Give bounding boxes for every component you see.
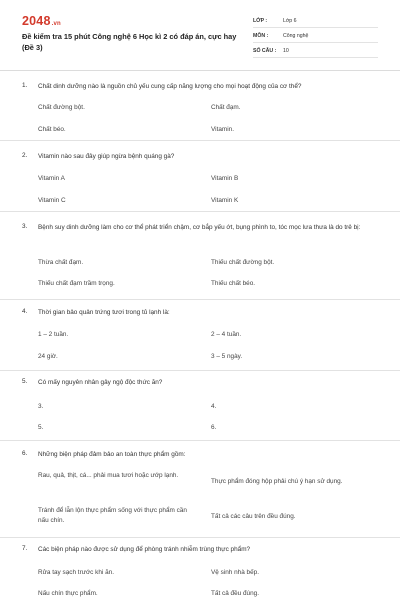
meta-row-subject [253,29,378,43]
answer-option[interactable]: Chất đường bột. [38,104,85,111]
question-divider [0,140,400,141]
meta-row-count [253,44,378,58]
question-divider [0,370,400,371]
question-text: Có mấy nguyên nhân gây ngộ độc thức ăn? [38,379,163,386]
question-number: 3. [22,223,28,230]
answer-option[interactable]: Thiếu chất béo. [211,280,256,287]
meta-key: SỐ CÂU : [253,47,277,54]
answer-option[interactable]: Rửa tay sạch trước khi ăn. [38,569,114,576]
answer-option[interactable]: Tránh để lẫn lộn thực phẩm sống với thực phẩm cần nấu chín. [38,507,187,524]
answer-option[interactable]: 4. [211,403,217,410]
answer-option[interactable]: Tất cả đều đúng. [211,590,259,597]
answer-option[interactable]: Vitamin C [38,197,66,204]
meta-key: MÔN : [253,32,269,39]
answer-option[interactable]: Chất đạm. [211,104,241,111]
answer-option[interactable]: 5. [38,424,44,431]
answer-option[interactable]: Nấu chín thực phẩm. [38,590,98,597]
logo-text: 2048 [22,14,51,28]
question-text: Thời gian bảo quản trứng tươi trong tủ lạnh là: [38,309,170,316]
question-number: 5. [22,378,28,385]
answer-option[interactable]: 24 giờ. [38,353,58,360]
question-text: Những biện pháp đảm bảo an toàn thực phẩm gồm: [38,451,186,458]
answer-option[interactable]: Thừa chất đạm. [38,259,84,266]
question-number: 6. [22,450,28,457]
answer-option[interactable]: Vitamin A [38,175,65,182]
answer-option[interactable]: Chất béo. [38,126,66,133]
meta-row-class [253,14,378,28]
question-text: Các biện pháp nào được sử dụng để phòng tránh nhiễm trùng thực phẩm? [38,546,251,553]
question-divider [0,440,400,441]
question-text: Chất dinh dưỡng nào là nguồn chủ yếu cung cấp năng lượng cho mọi hoạt động của cơ thể? [38,83,302,90]
answer-option[interactable]: 3. [38,403,44,410]
answer-option[interactable]: Rau, quả, thịt, cá... phải mua tươi hoặc ướp lạnh. [38,472,179,479]
meta-key: LỚP : [253,17,268,24]
question-number: 4. [22,308,28,315]
question-number: 1. [22,82,28,89]
question-text: Vitamin nào sau đây giúp ngừa bệnh quáng gà? [38,153,175,160]
page-header [0,0,400,66]
header-divider [0,70,400,71]
answer-option[interactable]: Thực phẩm đóng hộp phải chú ý hạn sử dụng. [211,478,343,485]
answer-option[interactable]: Vitamin K [211,197,239,204]
question-divider [0,537,400,538]
answer-option[interactable]: Vitamin B [211,175,239,182]
question-number: 2. [22,152,28,159]
answer-option[interactable]: Vệ sinh nhà bếp. [211,569,259,576]
answer-option[interactable]: Vitamin. [211,126,234,133]
meta-value: 10 [283,47,289,54]
quiz-meta [253,14,378,58]
answer-option[interactable]: 1 – 2 tuần. [38,331,69,338]
site-logo[interactable] [22,14,61,28]
meta-value[interactable]: Công nghệ [283,32,309,39]
question-text: Bệnh suy dinh dưỡng làm cho cơ thể phát triển chậm, cơ bắp yếu ớt, bụng phình to, tóc mọc lưa thưa là do trẻ bị: [38,224,361,231]
answer-option[interactable]: Tất cả các câu trên đều đúng. [211,513,296,520]
answer-option[interactable]: Thiếu chất đường bột. [211,259,275,266]
question-divider [0,211,400,212]
answer-option[interactable]: 3 – 5 ngày. [211,353,243,360]
answer-option[interactable]: 2 – 4 tuần. [211,331,242,338]
meta-value[interactable]: Lớp 6 [283,17,297,24]
logo-suffix: .vn [51,21,61,27]
question-divider [0,299,400,300]
question-number: 7. [22,545,28,552]
answer-option[interactable]: Thiếu chất đạm trầm trọng. [38,280,115,287]
page-title: Đề kiểm tra 15 phút Công nghệ 6 Học kì 2 có đáp án, cực hay (Đề 3) [22,32,237,52]
answer-option[interactable]: 6. [211,424,217,431]
